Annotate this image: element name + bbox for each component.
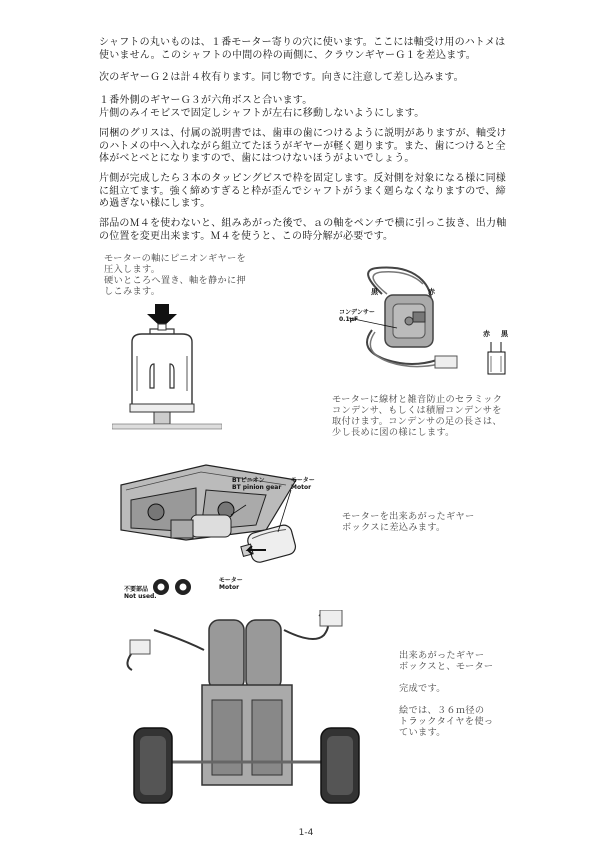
label-not-used: 不要部品 Not used. <box>124 586 157 600</box>
label-red: 赤 <box>428 288 435 296</box>
label-motor-top: モーター Motor <box>291 477 315 491</box>
label-black-detail: 黒 <box>501 330 508 338</box>
note-pinion: モーターの軸にピニオンギヤーを 圧入します。 硬いところへ置き、軸を静かに押 しこみます。 <box>104 253 246 297</box>
paragraph-shaft: シャフトの丸いものは、１番モーター寄りの穴に使います。ここには軸受け用のハトメは 使いません。このシャフトの中間の枠の両側に、クラウンギヤーＧ１を差込ます。 <box>99 37 506 61</box>
note-finished: 出来あがったギヤー ボックスと、モーター 完成です。 絵では、３６ｍ径の トラックタイヤを使っ ています。 <box>399 650 494 738</box>
label-capacitor: コンデンサー 0.1μF <box>339 309 375 323</box>
unused-parts <box>150 576 200 598</box>
label-motor-bottom: モーター Motor <box>219 577 243 591</box>
page-number: 1-4 <box>298 828 314 838</box>
finished-gearbox-photo <box>124 610 384 810</box>
capacitor-detail <box>487 342 509 378</box>
label-red-detail: 赤 <box>483 330 490 338</box>
paragraph-grease: 同梱のグリスは、付属の説明書では、歯車の歯につけるように説明がありますが、軸受け のハトメの中へ入れながら組立てたほうがギヤーが軽く廻ります。また、歯につけると全 体がべとべとになりますので、歯にはつけないほうがよいでしょう。 <box>99 128 507 164</box>
paragraph-frame: 片側が完成したら３本のタッピングビスで枠を固定します。反対側を対象になる様に同様 に組立てます。強く締めすぎると枠が歪んでシャフトがうまく廻らなくなりますので、締 め過ぎない様にします。 <box>99 173 506 209</box>
label-black: 黒 <box>371 288 378 296</box>
note-capacitor: モーターに線材と雑音防止のセラミック コンデンサ、もしくは積層コンデンサを 取付けます。コンデンサの足の長さは、 少し長めに図の様にします。 <box>332 394 503 438</box>
paragraph-gear-g2: 次のギヤーＧ２は計４枚有ります。同じ物です。向きに注意して差し込みます。 <box>99 72 464 83</box>
motor-press-figure <box>112 296 222 438</box>
paragraph-gear-g3: １番外側のギヤーＧ３が六角ボスと合います。 片側のみイモビスで固定しシャフトが左右に移動しないようにします。 <box>99 95 425 119</box>
label-bt-pinion: BTピニオン BT pinion gear <box>232 477 282 491</box>
paragraph-m4: 部品のＭ４を使わないと、組みあがった後で、ａの軸をペンチで横に引っこ抜き、出力軸 の位置を変更出来ます。Ｍ４を使うと、この時分解が必要です。 <box>99 218 507 242</box>
note-gearbox: モーターを出来あがったギヤー ボックスに差込みます。 <box>342 511 475 533</box>
